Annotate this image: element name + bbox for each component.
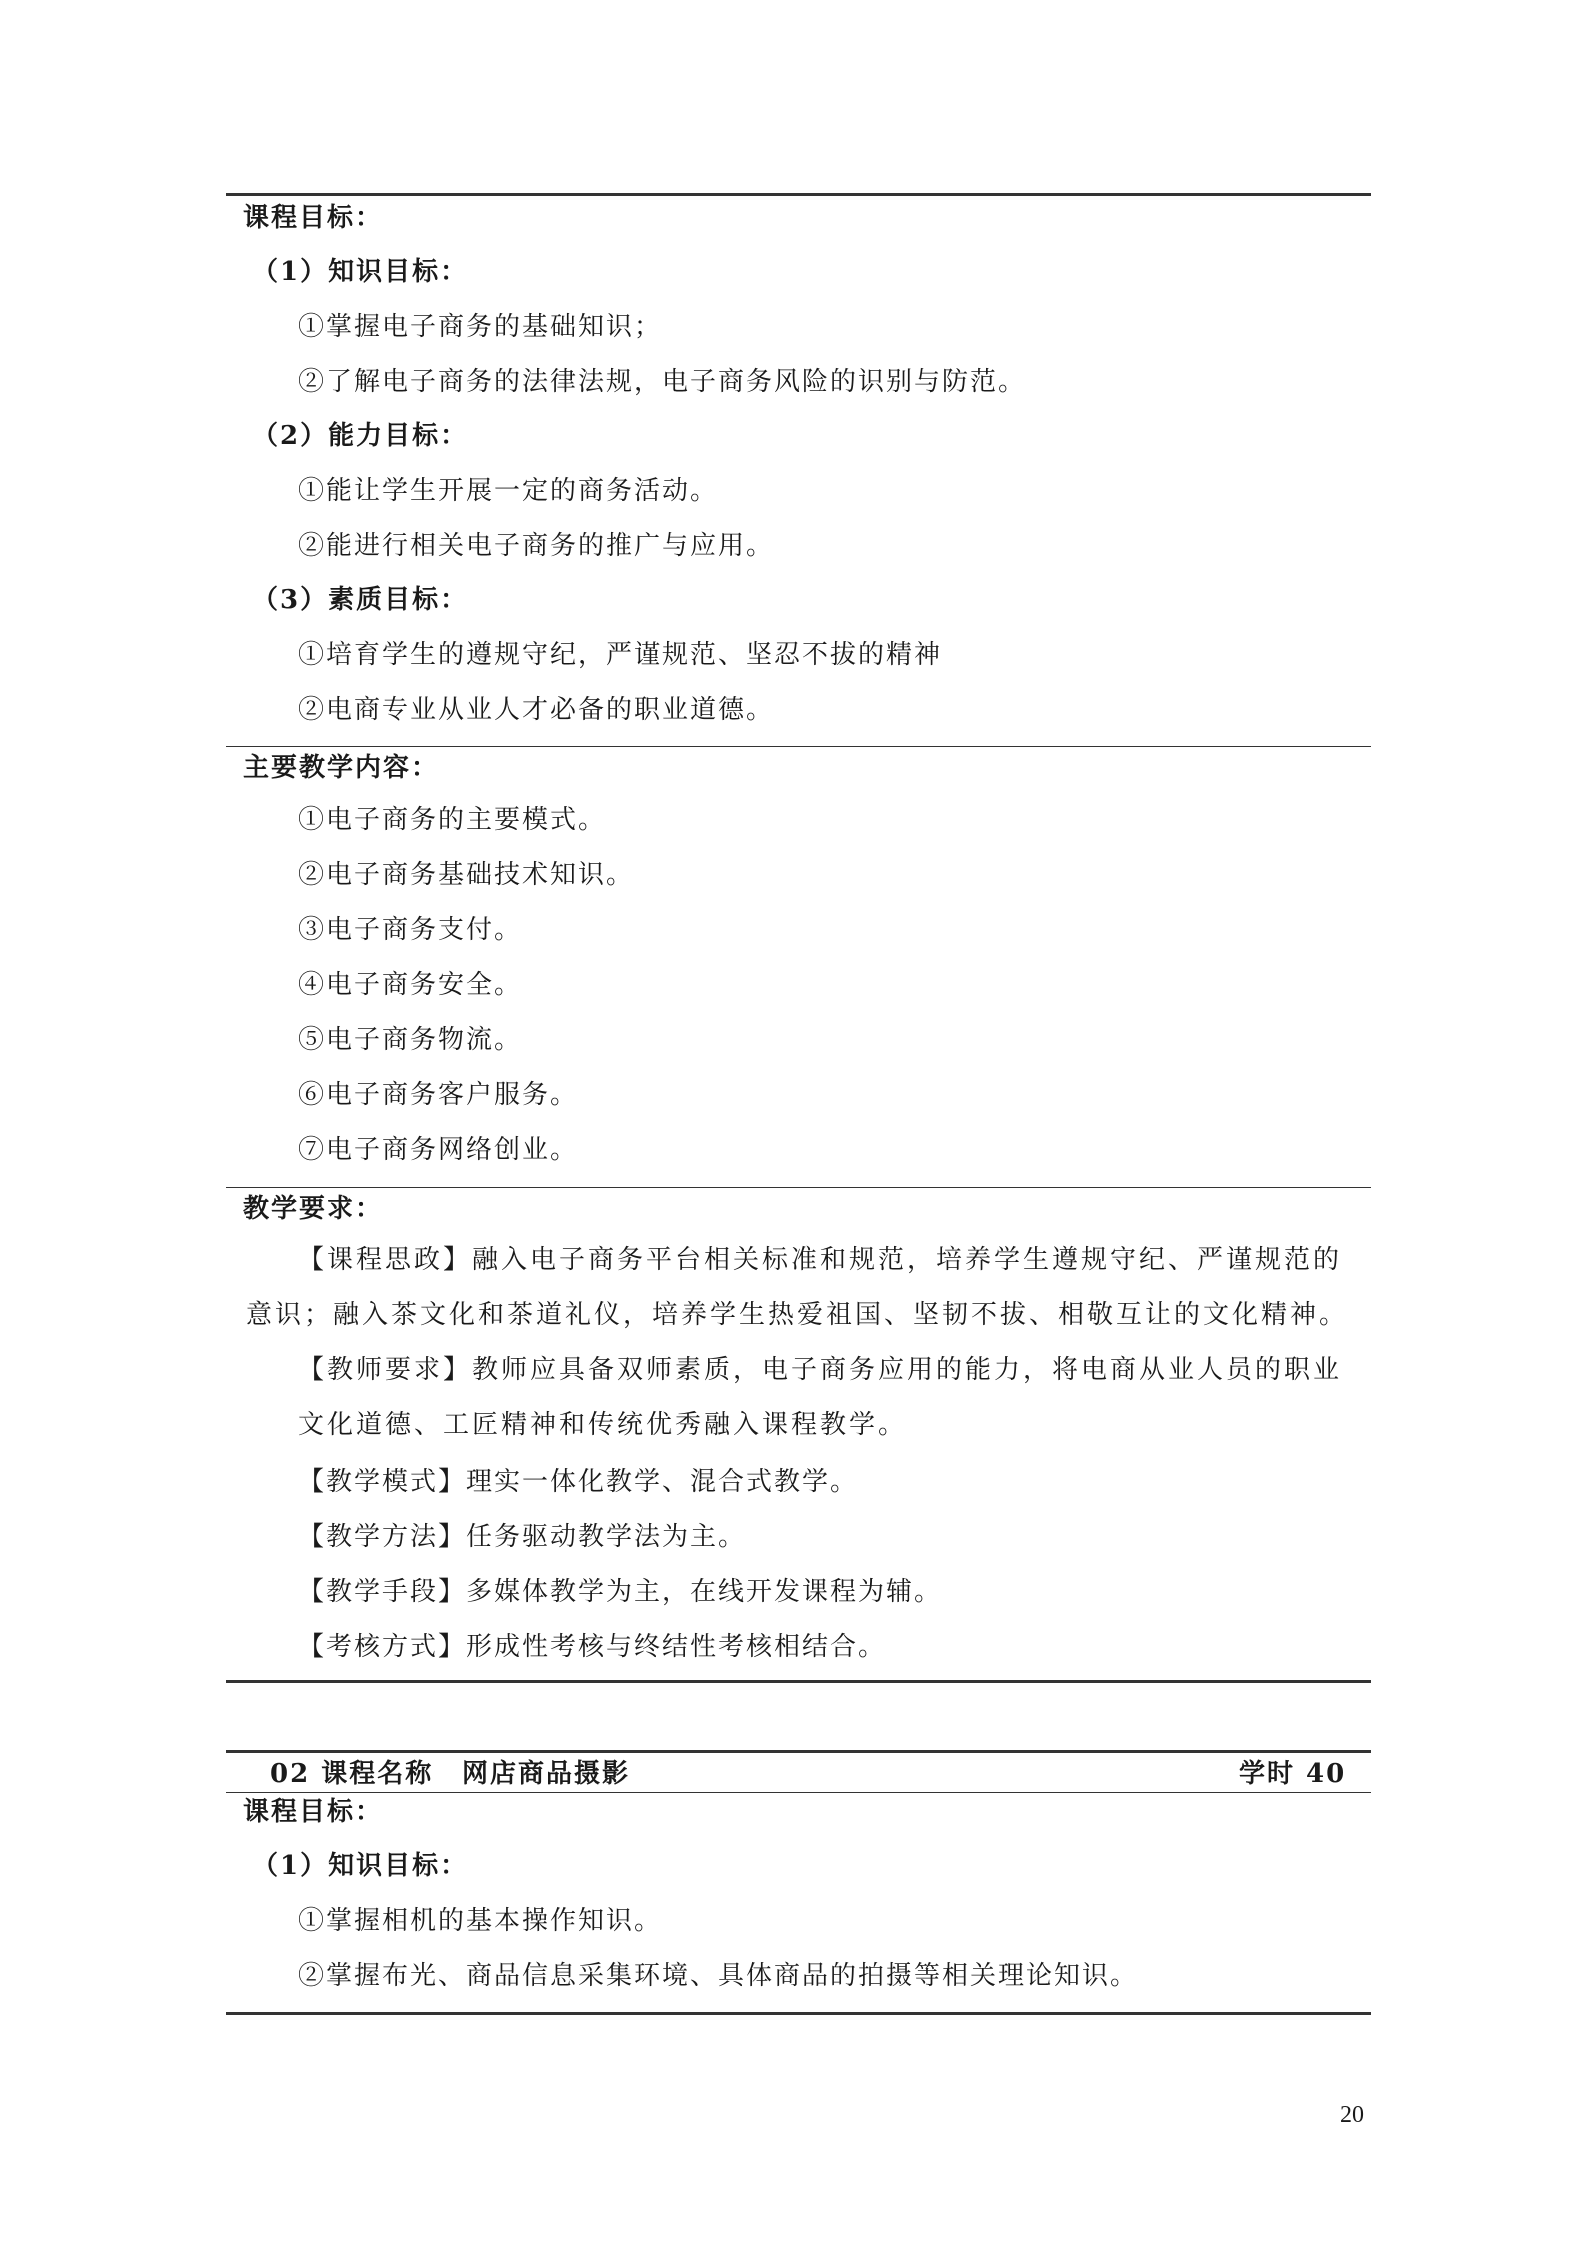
requirement-method: 【教学方法】任务驱动教学法为主。 <box>298 1522 747 1552</box>
knowledge-item: ①掌握电子商务的基础知识； <box>298 312 663 342</box>
top-rule <box>226 193 1371 196</box>
quality-item: ②电商专业从业人才必备的职业道德。 <box>298 695 775 725</box>
ability-item: ①能让学生开展一定的商务活动。 <box>298 476 719 506</box>
content-title: 主要教学内容： <box>243 753 440 783</box>
course-name: 网店商品摄影 <box>462 1759 631 1789</box>
content-item: ③电子商务支付。 <box>298 915 523 945</box>
quality-goals-title: （3）素质目标： <box>252 585 469 615</box>
requirement-assessment: 【考核方式】形成性考核与终结性考核相结合。 <box>298 1632 887 1662</box>
content-item: ⑥电子商务客户服务。 <box>298 1080 579 1110</box>
content-item: ⑤电子商务物流。 <box>298 1025 523 1055</box>
section-bottom-rule <box>226 1680 1371 1683</box>
requirement-means: 【教学手段】多媒体教学为主，在线开发课程为辅。 <box>298 1577 943 1607</box>
requirement-ideology: 【课程思政】融入电子商务平台相关标准和规范，培养学生遵规守纪、严谨规范的意识；融入茶文化和茶道礼仪，培养学生热爱祖国、坚韧不拔、相敬互让的文化精神。 <box>246 1245 1349 1330</box>
ability-goals-title: （2）能力目标： <box>252 421 469 451</box>
course-header-rule <box>226 1792 1371 1793</box>
requirement-mode: 【教学模式】理实一体化教学、混合式教学。 <box>298 1467 859 1497</box>
course-header <box>226 1758 1371 1790</box>
content-item: ⑦电子商务网络创业。 <box>298 1135 579 1165</box>
requirement-teacher: 【教师要求】教师应具备双师素质，电子商务应用的能力，将电商从业人员的职业文化道德、工匠精神和传统优秀融入课程教学。 <box>298 1355 1343 1440</box>
goals-title: 课程目标： <box>243 1797 384 1827</box>
knowledge-item: ②掌握布光、商品信息采集环境、具体商品的拍摄等相关理论知识。 <box>298 1961 1139 1991</box>
knowledge-goals-title: （1）知识目标： <box>252 1851 469 1881</box>
course-bottom-rule <box>226 2012 1371 2015</box>
section-divider <box>226 746 1371 747</box>
section-divider <box>226 1187 1371 1188</box>
quality-item: ①培育学生的遵规守纪，严谨规范、坚忍不拔的精神 <box>298 640 943 670</box>
knowledge-item: ②了解电子商务的法律法规，电子商务风险的识别与防范。 <box>298 367 1027 397</box>
page-number: 20 <box>1340 2102 1364 2128</box>
content-item: ②电子商务基础技术知识。 <box>298 860 635 890</box>
content-item: ④电子商务安全。 <box>298 970 523 1000</box>
content-item: ①电子商务的主要模式。 <box>298 805 607 835</box>
ability-item: ②能进行相关电子商务的推广与应用。 <box>298 531 775 561</box>
course-top-rule <box>226 1750 1371 1753</box>
goals-title: 课程目标： <box>243 203 384 233</box>
course-number-label: 02 课程名称 <box>270 1759 434 1789</box>
course-hours: 学时 40 <box>1239 1759 1347 1789</box>
knowledge-item: ①掌握相机的基本操作知识。 <box>298 1906 663 1936</box>
knowledge-goals-title: （1）知识目标： <box>252 257 469 287</box>
requirements-title: 教学要求： <box>243 1194 384 1224</box>
